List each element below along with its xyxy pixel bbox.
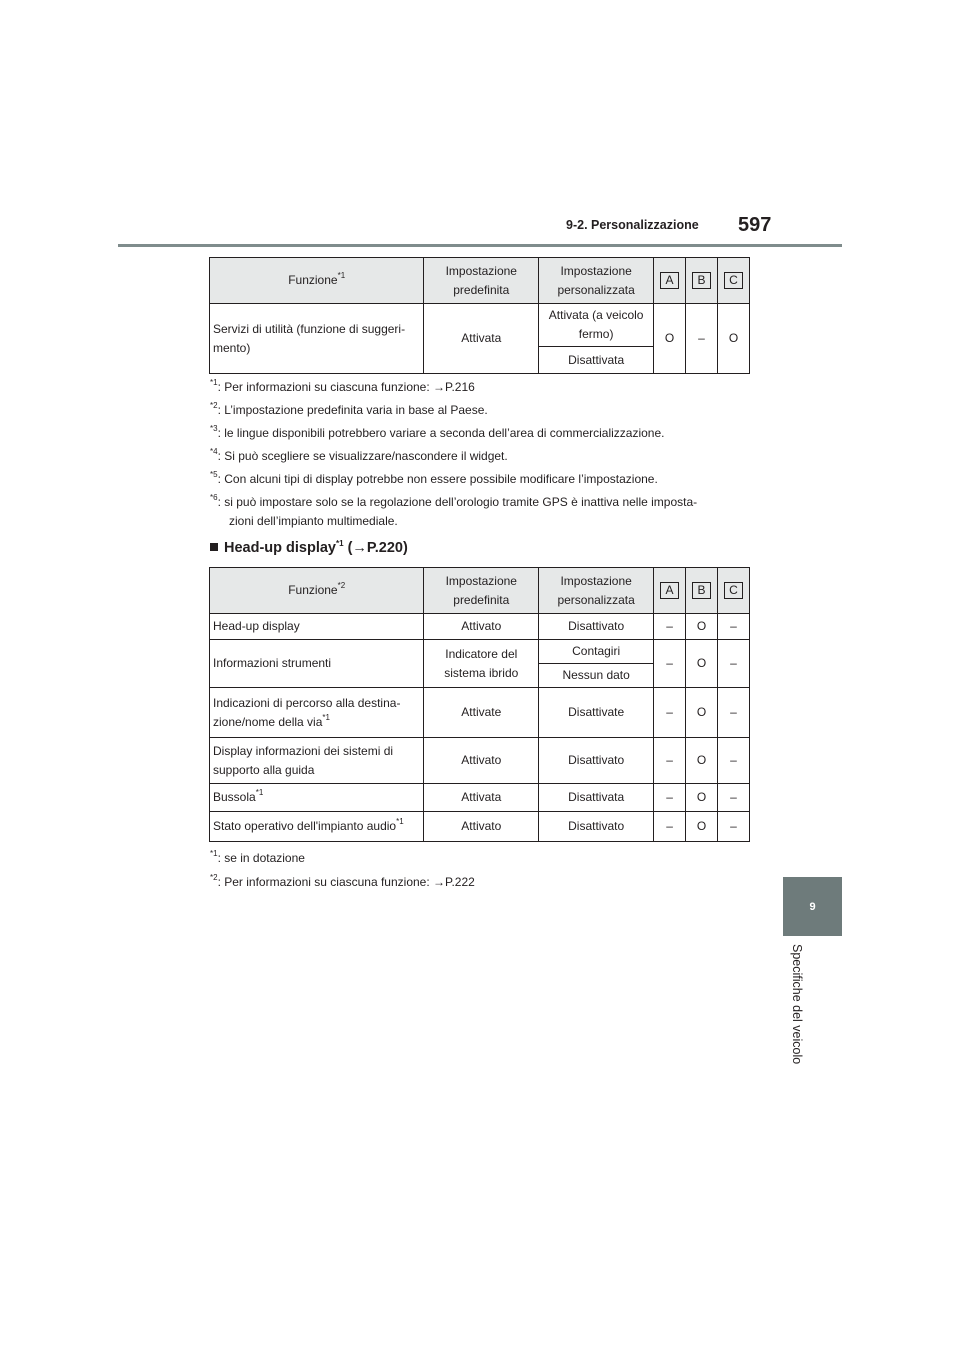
header-b bbox=[686, 568, 718, 614]
row-function: Servizi di utilità (funzione di suggeri-mento) bbox=[210, 304, 424, 374]
row-default: Indicatore del sistema ibrido bbox=[424, 640, 539, 688]
row-function: Head-up display bbox=[210, 614, 424, 640]
footnote: $^{*2}$: L’impostazione predefinita varia in base al Paese. bbox=[210, 401, 488, 417]
row-a: O bbox=[654, 304, 686, 374]
table-row bbox=[210, 640, 750, 664]
row-a: – bbox=[654, 738, 686, 784]
row-default: Attivata bbox=[424, 784, 539, 812]
row-custom: Disattivata bbox=[539, 784, 654, 812]
row-custom-option: Nessun dato bbox=[539, 664, 654, 688]
table-header-row bbox=[210, 568, 750, 614]
row-c: – bbox=[718, 688, 750, 738]
page-number: 597 bbox=[738, 214, 772, 236]
row-b: O bbox=[686, 784, 718, 812]
settings-table-utility bbox=[209, 257, 750, 374]
row-default: Attivato bbox=[424, 614, 539, 640]
table-row bbox=[210, 304, 750, 347]
footnote: $^{*1}$: Per informazioni su ciascuna funzione: →P.216 bbox=[210, 378, 475, 394]
row-a: – bbox=[654, 688, 686, 738]
header-default-setting: Impostazione predefinita bbox=[424, 258, 539, 304]
row-default: Attivata bbox=[424, 304, 539, 374]
row-c: – bbox=[718, 614, 750, 640]
b-box-icon: B bbox=[692, 272, 711, 289]
row-b: O bbox=[686, 812, 718, 842]
footnote-continuation: zioni dell’impianto multimediale. bbox=[229, 514, 398, 528]
b-box-icon: B bbox=[692, 582, 711, 599]
row-function: Bussola$^{*1}$ bbox=[210, 784, 424, 812]
table-row bbox=[210, 812, 750, 842]
row-default: Attivate bbox=[424, 688, 539, 738]
row-c: – bbox=[718, 640, 750, 688]
row-b: – bbox=[686, 304, 718, 374]
square-bullet-icon bbox=[210, 543, 218, 551]
row-c: O bbox=[718, 304, 750, 374]
chapter-title: Specifiche del veicolo bbox=[790, 944, 804, 1065]
table-row bbox=[210, 688, 750, 738]
table-row bbox=[210, 784, 750, 812]
row-default: Attivato bbox=[424, 738, 539, 784]
table-header-row bbox=[210, 258, 750, 304]
c-box-icon: C bbox=[724, 582, 743, 599]
header-custom-setting: Impostazione personalizzata bbox=[539, 568, 654, 614]
row-function: Stato operativo dell'impianto audio$^{*1}$ bbox=[210, 812, 424, 842]
row-custom: Disattivate bbox=[539, 688, 654, 738]
row-a: – bbox=[654, 614, 686, 640]
header-section-title: 9-2. Personalizzazione bbox=[566, 218, 699, 232]
header-b bbox=[686, 258, 718, 304]
row-a: – bbox=[654, 812, 686, 842]
chapter-number: 9 bbox=[809, 900, 816, 913]
a-box-icon: A bbox=[660, 582, 679, 599]
row-function: Indicazioni di percorso alla destina-zione/nome della via$^{*1}$ bbox=[210, 688, 424, 738]
section-title: Head-up display$^{*1}$ (→P.220) bbox=[210, 540, 408, 556]
footnote: $^{*3}$: le lingue disponibili potrebbero variare a seconda dell’area di commercializzazione. bbox=[210, 424, 665, 440]
table-row bbox=[210, 738, 750, 784]
c-box-icon: C bbox=[724, 272, 743, 289]
header-default-setting: Impostazione predefinita bbox=[424, 568, 539, 614]
footnote: $^{*6}$: si può impostare solo se la regolazione dell’orologio tramite GPS è inattiva nelle imposta- bbox=[210, 493, 698, 509]
header-c bbox=[718, 568, 750, 614]
row-custom-option: Disattivata bbox=[539, 347, 654, 374]
row-custom: Disattivato bbox=[539, 614, 654, 640]
row-custom-option: Attivata (a veicolo fermo) bbox=[539, 304, 654, 347]
row-a: – bbox=[654, 784, 686, 812]
row-c: – bbox=[718, 738, 750, 784]
footnote: $^{*5}$: Con alcuni tipi di display potrebbe non essere possibile modificare l’impostazione. bbox=[210, 470, 658, 486]
row-custom-option: Contagiri bbox=[539, 640, 654, 664]
table-row bbox=[210, 614, 750, 640]
footnote: $^{*4}$: Si può scegliere se visualizzare/nascondere il widget. bbox=[210, 447, 508, 463]
header-rule bbox=[118, 244, 842, 247]
row-function: Display informazioni dei sistemi di supporto alla guida bbox=[210, 738, 424, 784]
header-a bbox=[654, 568, 686, 614]
a-box-icon: A bbox=[660, 272, 679, 289]
row-c: – bbox=[718, 812, 750, 842]
header-funzione: Funzione$^{*1}$ bbox=[210, 258, 424, 304]
row-b: O bbox=[686, 738, 718, 784]
row-function: Informazioni strumenti bbox=[210, 640, 424, 688]
footnote: $^{*2}$: Per informazioni su ciascuna funzione: →P.222 bbox=[210, 873, 475, 889]
row-b: O bbox=[686, 640, 718, 688]
row-b: O bbox=[686, 614, 718, 640]
footnote: $^{*1}$: se in dotazione bbox=[210, 849, 305, 865]
chapter-tab bbox=[783, 877, 842, 936]
row-custom: Disattivato bbox=[539, 738, 654, 784]
row-default: Attivato bbox=[424, 812, 539, 842]
row-custom: Disattivato bbox=[539, 812, 654, 842]
header-c bbox=[718, 258, 750, 304]
header-funzione: Funzione$^{*2}$ bbox=[210, 568, 424, 614]
row-b: O bbox=[686, 688, 718, 738]
row-a: – bbox=[654, 640, 686, 688]
row-c: – bbox=[718, 784, 750, 812]
header-custom-setting: Impostazione personalizzata bbox=[539, 258, 654, 304]
header-a bbox=[654, 258, 686, 304]
settings-table-head-up-display bbox=[209, 567, 750, 842]
